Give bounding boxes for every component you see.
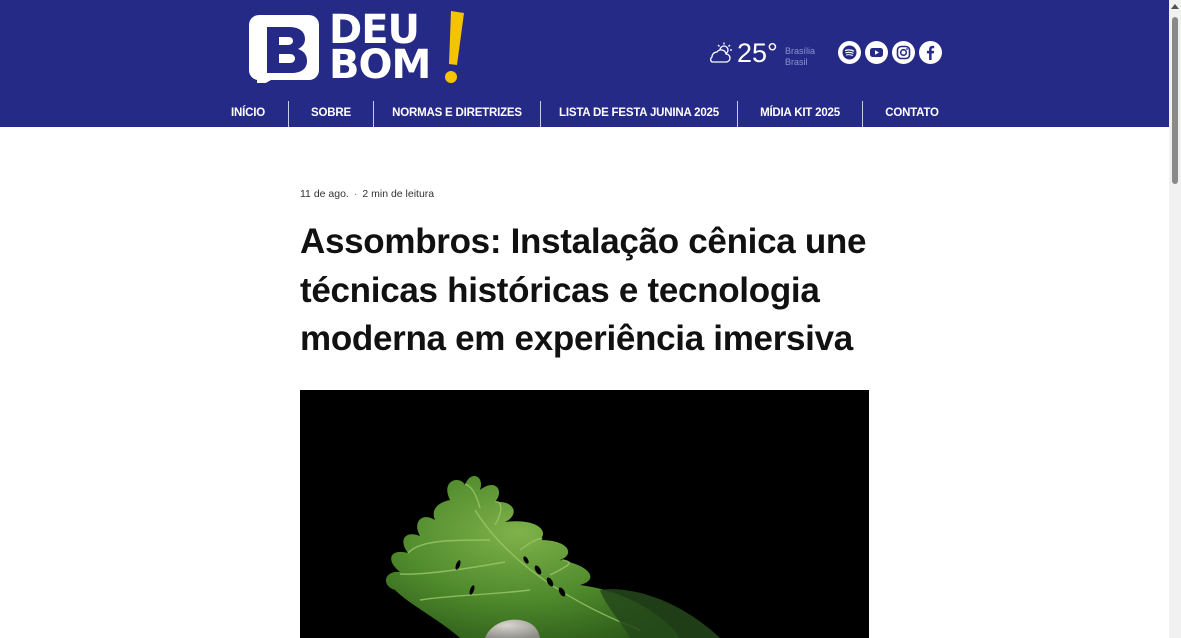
partly-cloudy-icon [708,42,734,64]
scroll-thumb[interactable] [1172,17,1178,184]
site-header [0,0,1169,127]
scroll-up-arrow-icon[interactable] [1171,4,1179,9]
nav-item-midia-kit[interactable]: MÍDIA KIT 2025 [760,107,840,119]
spotify-icon [838,41,861,64]
youtube-icon [865,41,888,64]
weather-city: Brasília [785,46,816,56]
speech-bubble-b-icon [249,15,319,83]
nav-item-festa-junina[interactable]: LISTA DE FESTA JUNINA 2025 [559,107,719,119]
logo-line-2: BOM [329,42,431,88]
exclamation-mark-icon [443,9,465,87]
weather-country: Brasil [785,57,808,67]
temperature: 25° [737,38,778,68]
nav-item-normas[interactable]: NORMAS E DIRETRIZES [392,107,522,119]
logo-wordmark [329,7,431,88]
meta-separator: · [353,188,358,200]
weather-location [785,46,815,68]
hero-image [300,390,869,638]
instagram-link[interactable] [892,41,915,64]
main-nav [208,99,961,127]
post-date: 11 de ago. [300,188,349,200]
read-time: 2 min de leitura [362,188,435,200]
site-logo[interactable] [249,7,469,88]
page-scrollbar[interactable] [1169,0,1181,638]
post-meta [300,188,434,200]
facebook-link[interactable] [919,41,942,64]
monstera-leaf-sculpture-image [300,390,869,638]
nav-item-inicio[interactable]: INÍCIO [231,107,265,119]
post-title: Assombros: Instalação cênica une técnicas históricas e tecnologia moderna em experiência imersiva [300,222,867,358]
nav-item-sobre[interactable]: SOBRE [311,107,351,119]
youtube-link[interactable] [865,41,888,64]
spotify-link[interactable] [838,41,861,64]
facebook-icon [919,41,942,64]
logo-line-1: DEU [329,7,420,53]
nav-item-contato[interactable]: CONTATO [885,107,939,119]
instagram-icon [892,41,915,64]
